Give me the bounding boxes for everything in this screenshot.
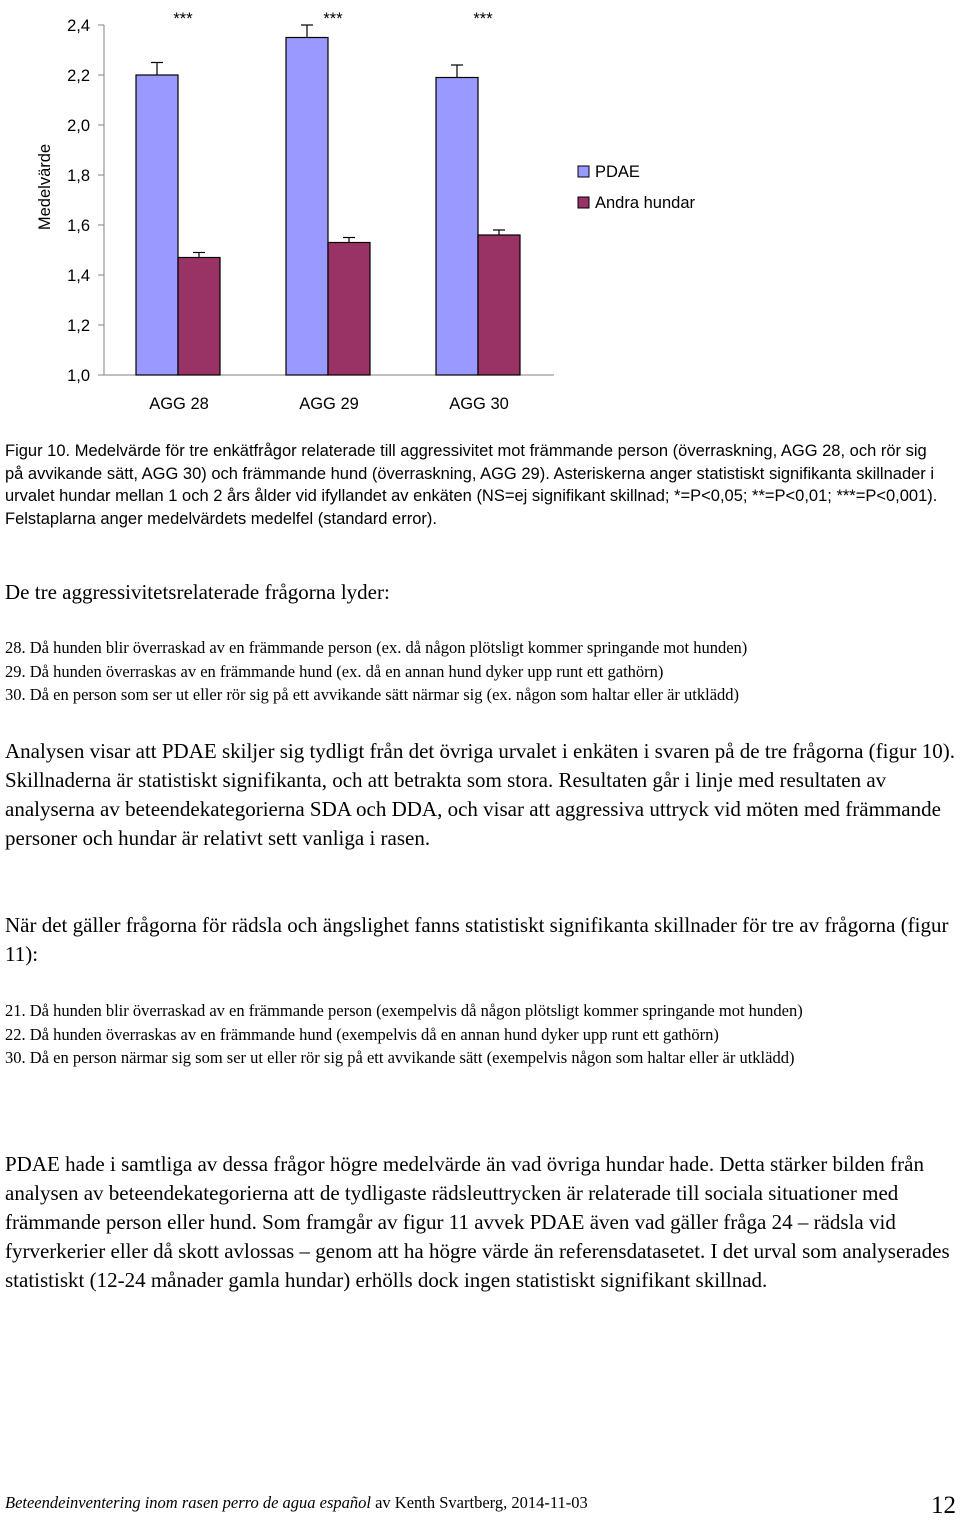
footer-byline: av Kenth Svartberg, 2014-11-03 — [370, 1493, 588, 1512]
agg-question-item: 28. Då hunden blir överraskad av en främmande person (ex. då någon plötsligt kommer springande mot hunden) — [5, 638, 748, 657]
bar — [136, 75, 178, 375]
y-tick-label: 2,2 — [67, 67, 90, 85]
bar-chart — [0, 0, 960, 430]
bar — [478, 235, 520, 375]
bar — [286, 38, 328, 376]
y-tick-label: 1,2 — [67, 317, 90, 335]
paragraph-conclusion: PDAE hade i samtliga av dessa frågor högre medelvärde än vad övriga hundar hade. Detta stärker bilden från analysen av beteendekategorierna att de tydligaste rädsleuttrycken är relaterade till sociala situationer med främmande person eller hund. Som framgår av figur 11 avvek PDAE även vad gäller fråga 24 – rädsla vid fyrverkerier eller då skott avlossas – genom att ha högre värde än referensdatasetet. I det urval som analyserades statistiskt (12-24 månader gamla hundar) erhölls dock ingen statistiskt signifikant skillnad. — [5, 1152, 950, 1292]
agg-question-item: 30. Då en person som ser ut eller rör sig på ett avvikande sätt närmar sig (ex. någon som haltar eller är utklädd) — [5, 685, 740, 704]
x-tick-label: AGG 29 — [299, 395, 359, 413]
fear-question-item: 30. Då en person närmar sig som ser ut eller rör sig på ett avvikande sätt (exempelvis någon som haltar eller är utklädd) — [5, 1048, 795, 1067]
y-tick-label: 1,6 — [67, 217, 90, 235]
x-tick-label: AGG 30 — [449, 395, 509, 413]
y-tick-label: 1,4 — [67, 267, 90, 285]
paragraph-analysis: Analysen visar att PDAE skiljer sig tydligt från det övriga urvalet i enkäten i svaren på de tre frågorna (figur 10). Skillnaderna är statistiskt signifikanta, och att betrakta som stora. Resultaten går i linje med resultaten av analyserna av beteendekategorierna SDA och DDA, och visar att aggressiva uttryck vid möten med främmande personer och hundar är relativt sett vanliga i rasen. — [5, 739, 955, 850]
footer-title: Beteendeinventering inom rasen perro de agua español — [5, 1493, 371, 1512]
y-axis-label: Medelvärde — [36, 143, 54, 231]
y-tick-label: 2,0 — [67, 117, 90, 135]
y-tick-label: 2,4 — [67, 17, 90, 35]
legend-label: Andra hundar — [595, 194, 695, 212]
y-tick-label: 1,0 — [67, 367, 90, 385]
footer — [5, 1493, 588, 1513]
agg-question-list — [5, 636, 955, 707]
legend-swatch — [578, 166, 589, 177]
fear-question-list — [5, 999, 950, 1070]
paragraph-fear-intro: När det gäller frågorna för rädsla och ängslighet fanns statistiskt signifikanta skillnader för tre av frågorna (figur 11): — [5, 913, 949, 966]
significance-annotation: *** — [173, 10, 193, 28]
y-tick-label: 1,8 — [67, 167, 90, 185]
bar — [328, 243, 370, 376]
page-number: 12 — [931, 1492, 956, 1519]
agg-question-item: 29. Då hunden överraskas av en främmande hund (ex. då en annan hund dyker upp runt ett gathörn) — [5, 661, 664, 681]
x-tick-label: AGG 28 — [149, 395, 209, 413]
bar — [436, 78, 478, 376]
fear-question-item: 22. Då hunden överraskas av en främmande hund (exempelvis då en annan hund dyker upp runt ett gathörn) — [5, 1024, 719, 1044]
questions-heading: De tre aggressivitetsrelaterade frågorna lyder: — [5, 580, 390, 604]
fear-question-item: 21. Då hunden blir överraskad av en främmande person (exempelvis då någon plötsligt kommer springande mot hunden) — [5, 1001, 803, 1020]
bar — [178, 258, 220, 376]
significance-annotation: *** — [473, 10, 493, 28]
legend-swatch — [578, 197, 589, 208]
legend-label: PDAE — [595, 163, 640, 181]
figure-caption: Figur 10. Medelvärde för tre enkätfrågor relaterade till aggressivitet mot främmande person (överraskning, AGG 28, och rör sig på avvikande sätt, AGG 30) och främmande hund (överraskning, AGG 29). Asteriskerna anger statistiskt signifikanta skillnader i urvalet hundar mellan 1 och 2 års ålder vid ifyllandet av enkäten (NS=ej signifikant skillnad; *=P<0,05; **=P<0,01; ***=P<0,001). Felstaplarna anger medelvärdets medelfel (standard error). — [5, 442, 938, 528]
significance-annotation: *** — [323, 10, 343, 28]
